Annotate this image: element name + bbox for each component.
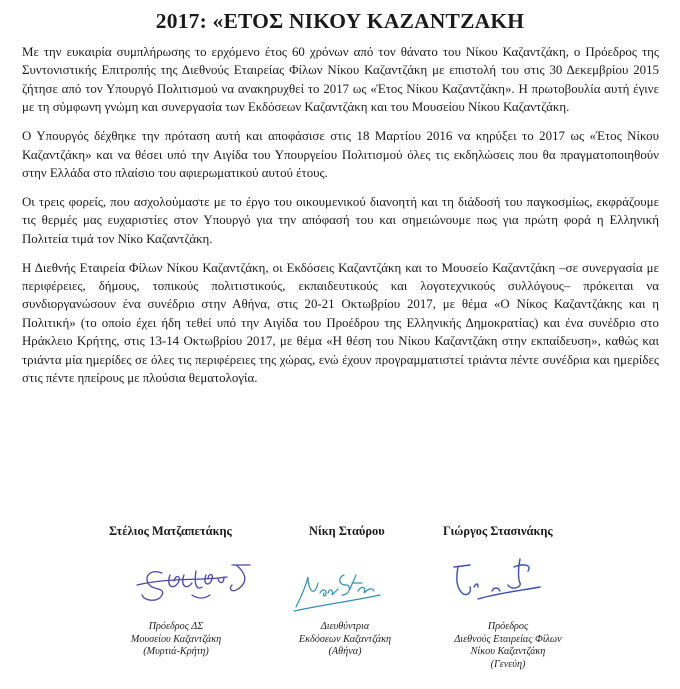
- role-line: Μουσείου Καζαντζάκη: [130, 633, 222, 645]
- document-body: [22, 43, 659, 398]
- signatory-name-1: Στέλιος Ματζαπετάκης: [109, 524, 232, 538]
- role-line: (Γενεύη): [490, 658, 526, 670]
- role-line: Διευθύντρια: [320, 621, 370, 632]
- signature-3-image: [448, 553, 558, 608]
- signatory-name-2: Νίκη Σταύρου: [309, 524, 385, 538]
- signatory-names: [0, 524, 680, 544]
- role-line: (Αθήνα): [328, 646, 362, 657]
- role-line: Πρόεδρος ΔΣ: [148, 621, 204, 632]
- paragraph-1: Με την ευκαιρία συμπλήρωσης το ερχόμενο έτος 60 χρόνων από τον θάνατο του Νίκου Καζαντζάκη, ο Πρόεδρος της Συντονιστικής Επιτροπής της Διεθνούς Εταιρείας Φίλων Νίκου Καζαντζάκη με επιστολή του στις 30 Δεκεμβρίου 2015 ζήτησε από τον Υπουργό Πολιτισμού να ανακηρυχθεί το 2017 ως «Έτος Νίκου Καζαντζάκη». Η πρωτοβουλία αυτή έγινε με τη σύμφωνη γνώμη και συνεργασία των Εκδόσεων Καζαντζάκη και του Μουσείου Νίκου Καζαντζάκη.: [22, 45, 659, 115]
- role-line: Πρόεδρος: [487, 621, 529, 632]
- signatory-role-2: [290, 621, 400, 659]
- role-line: Νίκου Καζαντζάκη: [470, 646, 546, 657]
- signatory-role-1: [122, 621, 230, 659]
- role-line: Διεθνούς Εταιρείας Φίλων: [454, 633, 562, 645]
- signatory-name-3: Γιώργος Στασινάκης: [443, 524, 553, 538]
- signatory-role-3: [443, 621, 573, 671]
- page-title: 2017: «ΕΤΟΣ ΝΙΚΟΥ ΚΑΖΑΝΤΖΑΚΗ: [155, 9, 525, 33]
- signature-2-image: [292, 565, 382, 615]
- signature-1-image: [132, 555, 262, 610]
- paragraph-4: Η Διεθνής Εταιρεία Φίλων Νίκου Καζαντζάκη, οι Εκδόσεις Καζαντζάκη και το Μουσείο Καζαντζάκη –σε συνεργασία με περιφέρειες, δήμους, τοπικούς πολιτιστικούς, εκπαιδευτικούς και λογοτεχνικούς συλλόγους– πρόκειται να συνδιοργανώσουν ένα συνέδριο στην Αθήνα, στις 20-21 Οκτωβρίου 2017, με θέμα «Ο Νίκος Καζαντζάκης και η Πολιτική» (το οποίο έχει ήδη τεθεί υπό την Αιγίδα του Προέδρου της Ελληνικής Δημοκρατίας) και ένα συνέδριο στο Ηράκλειο Κρήτης, στις 13-14 Οκτωβρίου 2017, με θέμα «Η θέση του Νίκου Καζαντζάκη στην εκπαίδευση», καθώς και τριάντα μία ημερίδες σε όλες τις περιφέρειες της χώρας, ενώ έχουν προγραμματιστεί τριάντα πέντε συνέδρια και ημερίδες στις πέντε ηπείρους με πλούσια θεματολογία.: [22, 260, 659, 385]
- paragraph-2: Ο Υπουργός δέχθηκε την πρόταση αυτή και αποφάσισε στις 18 Μαρτίου 2016 να κηρύξει το 2017 ως «Έτος Νίκου Καζαντζάκη» και να θέσει υπό την Αιγίδα του Υπουργείου Πολιτισμού όλες τις εκδηλώσεις που θα πραγματοποιηθούν στην Ελλάδα στο πλαίσιο του αφιερωματικού αυτού έτους.: [22, 129, 659, 180]
- role-line: Εκδόσεων Καζαντζάκη: [298, 633, 392, 645]
- paragraph-3: Οι τρεις φορείς, που ασχολούμαστε με το έργο του οικουμενικού διανοητή και τη διάδοσή του παγκοσμίως, εκφράζουμε τις θερμές μας ευχαριστίες στον Υπουργό για την απόφασή του και σημειώνουμε πως για πρώτη φορά η Ελληνική Πολιτεία τιμά τον Νίκο Καζαντζάκη.: [22, 194, 659, 246]
- role-line: (Μυρτιά-Κρήτη): [143, 646, 209, 657]
